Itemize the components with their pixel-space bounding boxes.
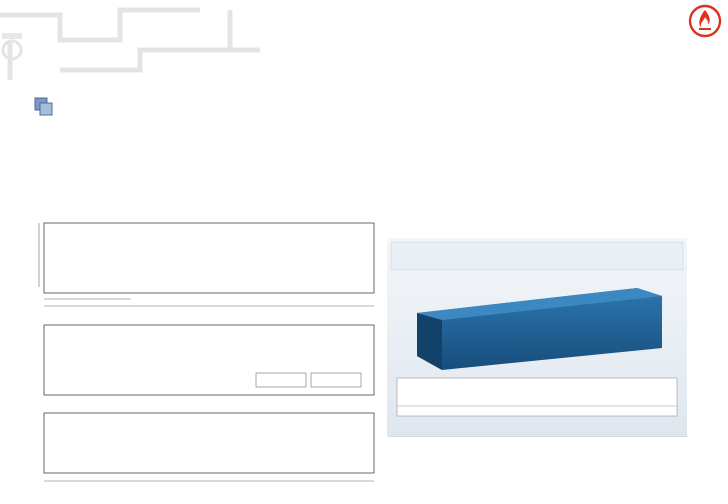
description-line <box>50 148 702 167</box>
description-text <box>50 110 702 205</box>
front-view-frame <box>44 223 374 293</box>
description-line <box>50 186 702 205</box>
legend-stamp-1 <box>256 373 306 387</box>
specs-table <box>397 378 677 416</box>
background-pipes-decoration <box>0 0 300 90</box>
footer-divider <box>388 436 688 437</box>
legend-stamp-2 <box>311 373 361 387</box>
container-photo-panel <box>387 238 687 436</box>
top-view-frame <box>44 413 374 473</box>
description-line <box>50 110 702 129</box>
container-technical-drawing <box>36 205 376 495</box>
description-line <box>50 129 702 148</box>
footer <box>701 478 704 490</box>
description-line <box>50 167 702 186</box>
flame-logo-icon <box>688 4 722 38</box>
